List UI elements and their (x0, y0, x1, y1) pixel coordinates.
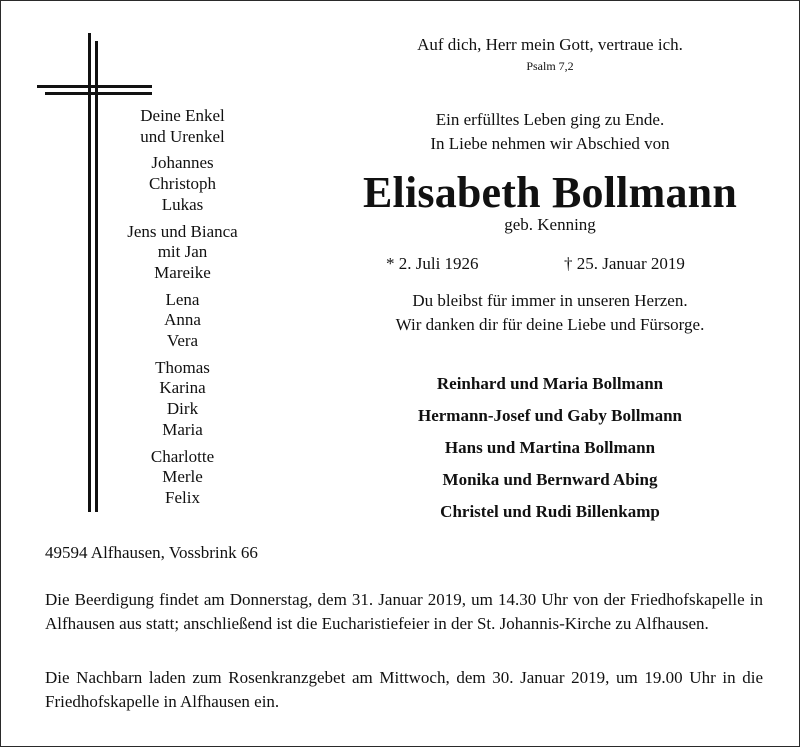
intro-line: Ein erfülltes Leben ging zu Ende. (435, 110, 665, 129)
grandchild-name: Mareike (154, 262, 211, 282)
mourner-entry: Christel und Rudi Billenkamp (440, 502, 660, 521)
grandchildren-heading-line: und Urenkel (140, 126, 225, 146)
grandchild-name: Anna (164, 310, 201, 330)
grandchild-name: Karina (159, 378, 206, 398)
verse-line: Du bleibst für immer in unseren Herzen. (412, 291, 688, 310)
cross-horizontal-bar (37, 85, 152, 88)
motto-reference: Psalm 7,2 (526, 59, 574, 73)
grandchild-name: Johannes (151, 153, 214, 173)
mourner-entry: Reinhard und Maria Bollmann (436, 374, 664, 393)
grandchild-name: Lukas (161, 194, 204, 214)
grandchild-name: Thomas (155, 357, 210, 377)
grandchildren-group (100, 358, 265, 441)
grandchild-name: Charlotte (150, 446, 215, 466)
birth-name: geb. Kenning (504, 215, 596, 234)
grandchild-name: Merle (162, 467, 203, 487)
grandchild-name: Lena (165, 289, 200, 309)
grandchildren-group (100, 153, 265, 215)
rosary-info: Die Nachbarn laden zum Rosenkranzgebet am Mittwoch, dem 30. Januar 2019, um 19.00 Uhr in die Friedhofskapelle in Alfhausen ein. (45, 668, 763, 711)
grandchildren-heading-line: Deine Enkel (140, 106, 225, 125)
intro-line: In Liebe nehmen wir Abschied von (430, 134, 670, 153)
grandchildren-group (100, 290, 265, 352)
mourner-entry: Monika und Bernward Abing (442, 470, 658, 489)
mourners-list (340, 368, 760, 528)
motto-verse: Auf dich, Herr mein Gott, vertraue ich. (417, 35, 683, 54)
grandchild-name: Maria (162, 419, 203, 439)
grandchild-name: Vera (166, 331, 199, 351)
grandchildren-heading (100, 106, 265, 147)
grandchildren-group (100, 222, 265, 284)
cross-vertical-bar-inner (95, 41, 98, 512)
memorial-verse (340, 289, 760, 337)
grandchild-name: Dirk (166, 399, 199, 419)
family-address: 49594 Alfhausen, Vossbrink 66 (45, 543, 258, 562)
death-date: † 25. Januar 2019 (564, 254, 685, 273)
funeral-info: Die Beerdigung findet am Donnerstag, dem 31. Januar 2019, um 14.30 Uhr von der Friedhofskapelle in Alfhausen aus statt; anschließend ist die Eucharistiefeier in der St. Johannis-Kirche zu Alfhausen. (45, 590, 763, 633)
mourner-entry: Hans und Martina Bollmann (444, 438, 656, 457)
grandchild-name: Felix (165, 487, 200, 507)
cross-vertical-bar (88, 33, 91, 512)
grandchild-name: mit Jan (157, 242, 208, 262)
mourner-entry: Hermann-Josef und Gaby Bollmann (417, 406, 682, 425)
deceased-name: Elisabeth Bollmann (362, 168, 738, 217)
cross-horizontal-bar-inner (45, 92, 152, 95)
birth-date: * 2. Juli 1926 (386, 254, 479, 273)
verse-line: Wir danken dir für deine Liebe und Fürsorge. (395, 315, 705, 334)
grandchild-name: Christoph (148, 174, 217, 194)
grandchildren-list (100, 106, 265, 515)
grandchildren-group (100, 447, 265, 509)
grandchild-name: Jens und Bianca (127, 221, 238, 241)
intro-text (340, 108, 760, 156)
